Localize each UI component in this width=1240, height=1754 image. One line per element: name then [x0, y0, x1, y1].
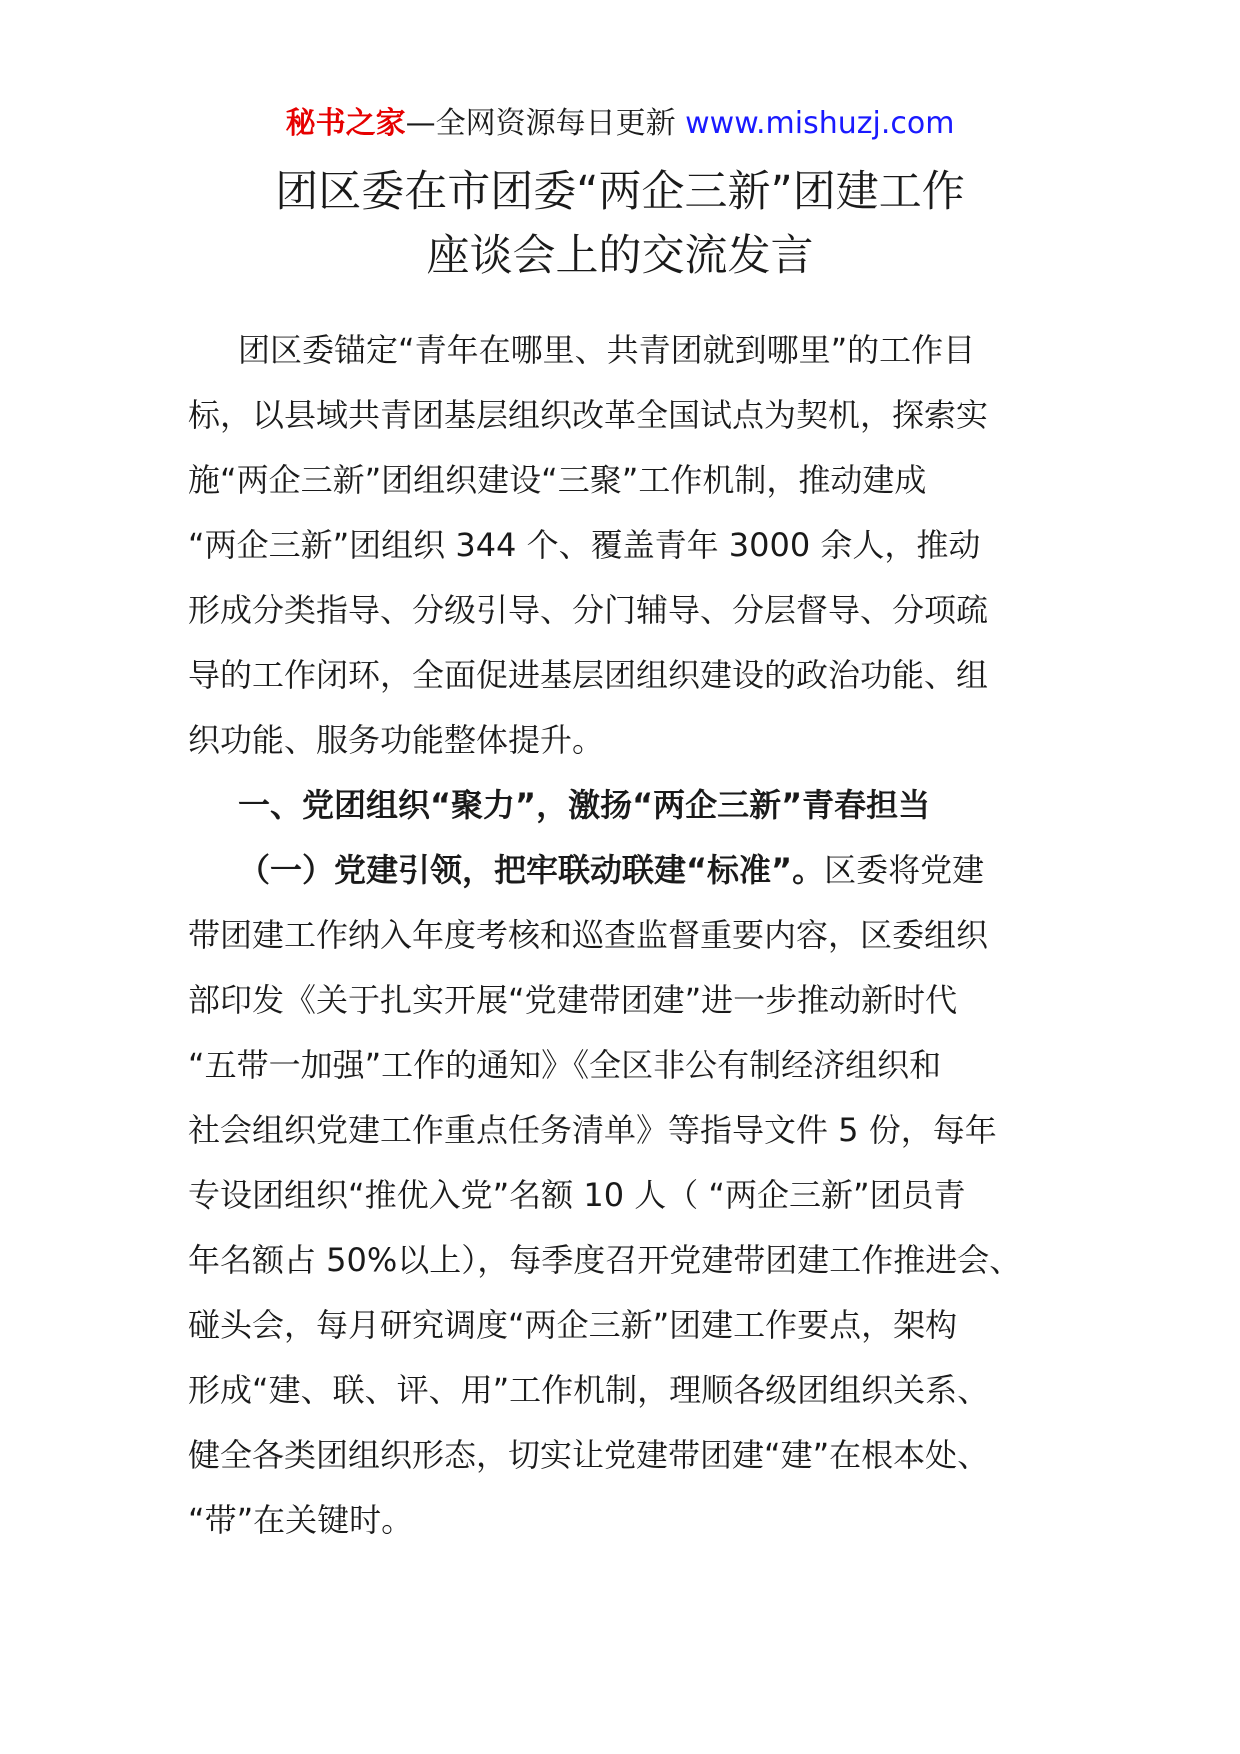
title-line-2: 座谈会上的交流发言	[426, 231, 814, 281]
paragraph-line: 年名额占 50%以上），每季度召开党建带团建工作推进会、	[188, 1241, 1022, 1279]
paragraph-line: “两企三新”团组织 344 个、覆盖青年 3000 余人，推动	[188, 526, 981, 564]
site-header	[0, 104, 1240, 144]
section-heading: 一、党团组织“聚力”，激扬“两企三新”青春担当	[238, 786, 931, 824]
paragraph-line: 施“两企三新”团组织建设“三聚”工作机制，推动建成	[188, 461, 927, 499]
paragraph-line: 形成分类指导、分级引导、分门辅导、分层督导、分项疏	[188, 591, 989, 629]
paragraph-line: “五带一加强”工作的通知》《全区非公有制经济组织和	[188, 1046, 942, 1084]
site-url-link[interactable]: www.mishuzj.com	[685, 106, 955, 141]
subsection-heading: （一）党建引领，把牢联动联建“标准”。	[238, 851, 825, 889]
document-body	[188, 318, 1048, 1553]
paragraph-line: 形成“建、联、评、用”工作机制，理顺各级团组织关系、	[188, 1371, 990, 1409]
paragraph-line	[188, 838, 1048, 903]
title-line-1: 团区委在市团委“两企三新”团建工作	[275, 167, 965, 217]
paragraph-line: 织功能、服务功能整体提升。	[188, 721, 605, 759]
paragraph-line: 部印发《关于扎实开展“党建带团建”进一步推动新时代	[188, 981, 958, 1019]
paragraph-line: 标，以县域共青团基层组织改革全国试点为契机，探索实	[188, 396, 989, 434]
subsection-paragraph	[188, 838, 1048, 1553]
document-title	[150, 160, 1090, 288]
paragraph-line: “带”在关键时。	[188, 1501, 414, 1539]
paragraph-line: 健全各类团组织形态，切实让党建带团建“建”在根本处、	[188, 1436, 990, 1474]
paragraph-text: 区委将党建	[824, 851, 985, 889]
brand-name: 秘书之家	[285, 106, 406, 141]
paragraph-line: 带团建工作纳入年度考核和巡查监督重要内容，区委组织	[188, 916, 989, 954]
paragraph-line: 团区委锚定“青年在哪里、共青团就到哪里”的工作目	[238, 331, 976, 369]
intro-paragraph	[188, 318, 1048, 773]
paragraph-line: 社会组织党建工作重点任务清单》等指导文件 5 份，每年	[188, 1111, 997, 1149]
paragraph-line: 碰头会，每月研究调度“两企三新”团建工作要点，架构	[188, 1306, 958, 1344]
paragraph-line: 导的工作闭环，全面促进基层团组织建设的政治功能、组	[188, 656, 989, 694]
paragraph-line: 专设团组织“推优入党”名额 10 人（ “两企三新”团员青	[188, 1176, 966, 1214]
header-tagline: —全网资源每日更新	[405, 106, 686, 141]
